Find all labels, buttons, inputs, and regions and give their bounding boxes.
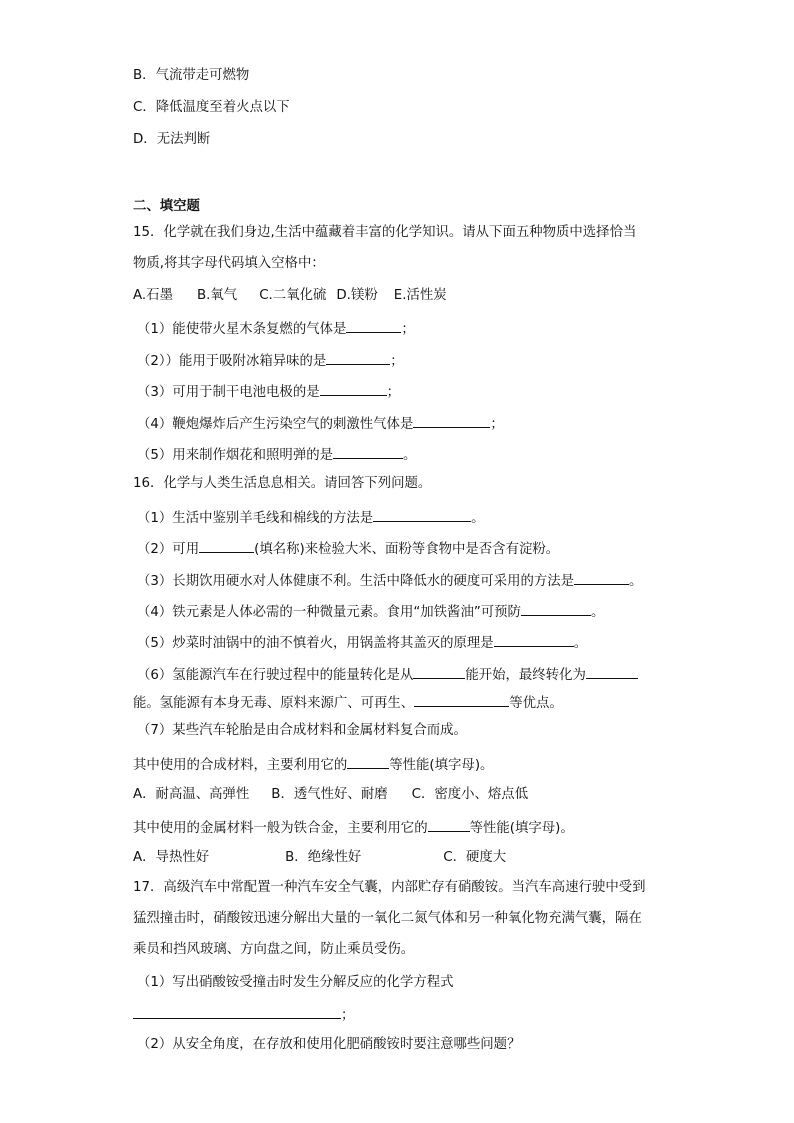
q16-item-7a: 其中使用的合成材料，主要利用它的 等性能(填字母)。 xyxy=(133,754,493,775)
answer-blank[interactable] xyxy=(320,381,387,396)
q16-item-1: （1）生活中鉴别羊毛线和棉线的方法是 。 xyxy=(137,507,485,528)
opt-a: A．导热性好 xyxy=(133,850,210,865)
q16-item-4: （4）铁元素是人体必需的一种微量元素。食用“加铁酱油”可预防 。 xyxy=(137,601,604,622)
q16-item-6: （6）氢能源汽车在行驶过程中的能量转化是从 能开始，最终转化为 xyxy=(137,664,638,685)
q15-item-5: （5）用来制作烟花和照明弹的是 。 xyxy=(137,444,416,465)
answer-blank[interactable] xyxy=(373,507,471,522)
answer-blank[interactable] xyxy=(521,601,591,616)
q15-item-3: （3）可用于制干电池电极的是 ； xyxy=(137,381,400,402)
answer-blank[interactable] xyxy=(346,318,401,333)
q15-stem-line1: 15．化学就在我们身边,生活中蕴藏着丰富的化学知识。请从下面五种物质中选择恰当 xyxy=(133,225,637,240)
answer-blank[interactable] xyxy=(326,350,390,365)
q17-line3: 乘员和挡风玻璃、方向盘之间，防止乘员受伤。 xyxy=(133,942,415,957)
answer-blank[interactable] xyxy=(428,817,470,832)
answer-blank[interactable] xyxy=(574,570,629,585)
q15-choice-e: E.活性炭 xyxy=(393,288,447,303)
q17-line1: 17．高级汽车中常配置一种汽车安全气囊，内部贮存有硝酸铵。当汽车高速行驶中受到 xyxy=(133,880,646,895)
q16-item-5: （5）炒菜时油锅中的油不慎着火，用锅盖将其盖灭的原理是 。 xyxy=(137,632,587,653)
answer-blank[interactable] xyxy=(199,538,254,553)
opt-c: C．密度小、熔点低 xyxy=(411,787,529,802)
q16-item-7a-options xyxy=(133,786,528,804)
q15-stem-line2: 物质,将其字母代码填入空格中： xyxy=(133,256,325,271)
q17-item-1-answer: ； xyxy=(133,1004,354,1025)
answer-blank[interactable] xyxy=(494,632,574,647)
answer-blank[interactable] xyxy=(586,664,638,679)
opt-b: B．绝缘性好 xyxy=(285,850,362,865)
option-d: D．无法判断 xyxy=(133,132,211,147)
q16-item-7: （7）某些汽车轮胎是由合成材料和金属材料复合而成。 xyxy=(137,723,467,738)
q17-line2: 猛烈撞击时，硝酸铵迅速分解出大量的一氧化二氮气体和另一种氧化物充满气囊，隔在 xyxy=(133,911,642,926)
q15-choice-a: A.石墨 xyxy=(133,288,173,303)
q16-stem: 16．化学与人类生活息息相关。请回答下列问题。 xyxy=(133,476,432,491)
q15-choices xyxy=(133,287,447,305)
q15-choice-c: C.二氧化硫 xyxy=(259,288,327,303)
q15-item-2: （2））能用于吸附冰箱异味的是 ； xyxy=(137,350,404,371)
q16-item-3: （3）长期饮用硬水对人体健康不利。生活中降低水的硬度可采用的方法是 。 xyxy=(137,570,642,591)
q15-item-1: （1）能使带火星木条复燃的气体是 ； xyxy=(137,318,415,339)
q15-choice-b: B.氧气 xyxy=(196,288,238,303)
q16-item-7b: 其中使用的金属材料一般为铁合金，主要利用它的 等性能(填字母)。 xyxy=(133,817,574,838)
q16-item-7b-options xyxy=(133,849,506,867)
q17-item-2: （2）从安全角度，在存放和使用化肥硝酸铵时要注意哪些问题？ xyxy=(137,1037,521,1052)
answer-blank[interactable] xyxy=(347,754,389,769)
q16-item-2: （2）可用 (填名称)来检验大米、面粉等食物中是否含有淀粉。 xyxy=(137,538,559,559)
q16-item-6-cont: 能。氢能源有本身无毒、原料来源广、可再生、 等优点。 xyxy=(133,692,563,713)
q15-choice-d: D.镁粉 xyxy=(336,288,378,303)
opt-b: B．透气性好、耐磨 xyxy=(271,787,388,802)
section-title: 二、填空题 xyxy=(133,199,200,214)
answer-blank[interactable] xyxy=(333,444,403,459)
opt-c: C．硬度大 xyxy=(443,850,507,865)
opt-a: A．耐高温、高弹性 xyxy=(133,787,250,802)
answer-blank[interactable] xyxy=(414,692,509,707)
option-b: B．气流带走可燃物 xyxy=(133,68,250,83)
option-c: C．降低温度至着火点以下 xyxy=(133,100,290,115)
answer-blank[interactable] xyxy=(133,1004,341,1019)
answer-blank[interactable] xyxy=(413,664,465,679)
q17-item-1: （1）写出硝酸铵受撞击时发生分解反应的化学方程式 xyxy=(137,975,454,990)
answer-blank[interactable] xyxy=(413,413,490,428)
q15-item-4: （4）鞭炮爆炸后产生污染空气的刺激性气体是 ； xyxy=(137,413,504,434)
